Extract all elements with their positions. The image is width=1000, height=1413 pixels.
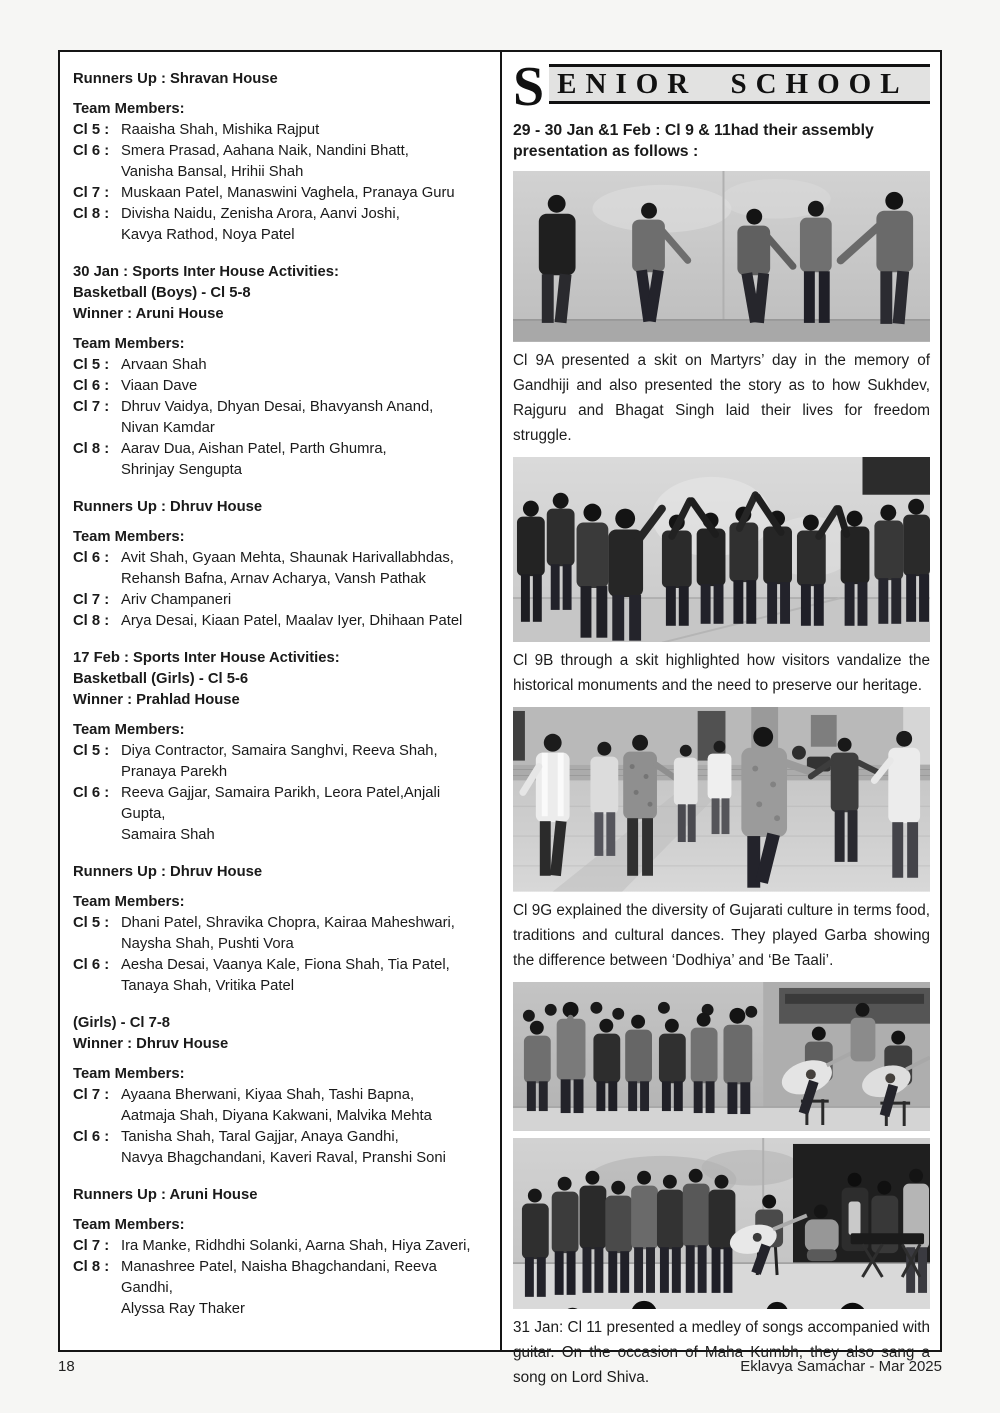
member-row [73, 1236, 487, 1257]
cl9b-caption: Cl 9B through a skit highlighted how visitors vandalize the historical monuments and the need to preserve our heritage. [513, 652, 930, 695]
class-label: Cl 7 : [73, 185, 110, 201]
member-row [73, 120, 487, 141]
team-members-label: Team Members: [73, 529, 185, 545]
member-names: Raaisha Shah, Mishika Rajput [121, 122, 320, 138]
member-names: Tanisha Shah, Taral Gajjar, Anaya Gandhi, [121, 1129, 399, 1145]
member-names: Dhruv Vaidya, Dhyan Desai, Bhavyansh Anand, [121, 399, 434, 415]
class-label: Cl 6 : [73, 957, 110, 973]
section-headings [73, 648, 487, 711]
team-members-label: Team Members: [73, 1066, 185, 1082]
member-names: Viaan Dave [121, 378, 198, 394]
section-heading: Winner : Prahlad House [73, 692, 240, 708]
member-names-continued: Nivan Kamdar [121, 420, 215, 436]
section-heading: 17 Feb : Sports Inter House Activities: [73, 650, 340, 666]
member-row [73, 141, 487, 183]
member-row [73, 183, 487, 204]
team-members-list [73, 548, 487, 632]
class-label: Cl 7 : [73, 1087, 110, 1103]
member-row [73, 590, 487, 611]
team-members-list [73, 120, 487, 246]
class-label: Cl 7 : [73, 592, 110, 608]
cl9g-caption: Cl 9G explained the diversity of Gujarati culture in terms food, traditions and cultural dances. They played Garba showing the difference between ‘Dodhiya’ and ‘Be Taali’. [513, 902, 930, 970]
member-row [73, 397, 487, 439]
class-label: Cl 7 : [73, 399, 110, 415]
team-members-label: Team Members: [73, 101, 185, 117]
newsletter-title: Eklavya Samachar - Mar 2025 [740, 1358, 942, 1375]
member-row [73, 955, 487, 997]
class-label: Cl 8 : [73, 206, 110, 222]
member-names: Reeva Gajjar, Samaira Parikh, Leora Patel,Anjali Gupta, [121, 785, 441, 822]
member-row [73, 741, 487, 783]
class-label: Cl 6 : [73, 1129, 110, 1145]
activity-section [73, 262, 487, 481]
team-members-list [73, 741, 487, 846]
member-row [73, 1085, 487, 1127]
team-members-label: Team Members: [73, 722, 185, 738]
member-names-continued: Navya Bhagchandani, Kaveri Raval, Pranshi Soni [121, 1150, 446, 1166]
section-headings [73, 1185, 487, 1206]
member-names: Aarav Dua, Aishan Patel, Parth Ghumra, [121, 441, 387, 457]
member-names-continued: Shrinjay Sengupta [121, 462, 242, 478]
team-members-list [73, 913, 487, 997]
member-row [73, 439, 487, 481]
activity-section [73, 497, 487, 632]
class-label: Cl 5 : [73, 122, 110, 138]
section-heading: Runners Up : Dhruv House [73, 499, 263, 515]
section-headings [73, 1013, 487, 1055]
team-members-list [73, 355, 487, 481]
cl9g-garba-dance-photo [513, 707, 930, 892]
section-headings [73, 262, 487, 325]
left-column [60, 52, 502, 1350]
cl9a-martyrs-day-skit-photo [513, 171, 930, 342]
team-members-list [73, 1236, 487, 1320]
section-heading: Runners Up : Shravan House [73, 71, 278, 87]
member-names: Diya Contractor, Samaira Sanghvi, Reeva Shah, [121, 743, 438, 759]
section-heading: Winner : Aruni House [73, 306, 224, 322]
cl11-choir-guitars-photo [513, 982, 930, 1131]
member-names: Ayaana Bherwani, Kiyaa Shah, Tashi Bapna, [121, 1087, 415, 1103]
activity-section [73, 862, 487, 997]
member-names-continued: Samaira Shah [121, 827, 215, 843]
member-row [73, 783, 487, 846]
team-members-label: Team Members: [73, 894, 185, 910]
member-row [73, 611, 487, 632]
section-headings [73, 69, 487, 90]
section-heading: Runners Up : Aruni House [73, 1187, 258, 1203]
class-label: Cl 6 : [73, 550, 110, 566]
team-members-label: Team Members: [73, 336, 185, 352]
member-row [73, 548, 487, 590]
member-names: Arya Desai, Kiaan Patel, Maalav Iyer, Dhihaan Patel [121, 613, 463, 629]
class-label: Cl 5 : [73, 915, 110, 931]
member-names-continued: Pranaya Parekh [121, 764, 228, 780]
member-names: Arvaan Shah [121, 357, 207, 373]
class-label: Cl 8 : [73, 613, 110, 629]
team-members-list [73, 1085, 487, 1169]
senior-school-banner [549, 64, 930, 104]
class-label: Cl 6 : [73, 378, 110, 394]
cl11-stage-medley-photo [513, 1138, 930, 1309]
member-names-continued: Alyssa Ray Thaker [121, 1301, 245, 1317]
class-label: Cl 7 : [73, 1238, 110, 1254]
cl9a-caption: Cl 9A presented a skit on Martyrs’ day in the memory of Gandhiji and also presented the story as to how Sukhdev, Rajguru and Bhagat Singh laid their lives for freedom struggle. [513, 351, 930, 444]
section-heading: 30 Jan : Sports Inter House Activities: [73, 264, 339, 280]
class-label: Cl 6 : [73, 143, 110, 159]
member-row [73, 1127, 487, 1169]
member-names: Smera Prasad, Aahana Naik, Nandini Bhatt, [121, 143, 409, 159]
senior-school-header [513, 56, 930, 118]
page-footer [58, 1358, 942, 1375]
member-names-continued: Tanaya Shah, Vritika Patel [121, 978, 295, 994]
senior-school-banner-text: ENIOR SCHOOL [557, 67, 909, 100]
assembly-intro-text: 29 - 30 Jan &1 Feb : Cl 9 & 11had their assembly presentation as follows : [513, 122, 874, 160]
member-row [73, 355, 487, 376]
section-heading: Basketball (Girls) - Cl 5-6 [73, 671, 249, 687]
activity-section [73, 1185, 487, 1320]
member-names: Avit Shah, Gyaan Mehta, Shaunak Harivallabhdas, [121, 550, 454, 566]
member-names-continued: Vanisha Bansal, Hrihii Shah [121, 164, 304, 180]
member-names-continued: Rehansh Bafna, Arnav Acharya, Vansh Pathak [121, 571, 426, 587]
member-names-continued: Kavya Rathod, Noya Patel [121, 227, 295, 243]
section-headings [73, 862, 487, 883]
member-names: Aesha Desai, Vaanya Kale, Fiona Shah, Tia Patel, [121, 957, 450, 973]
member-names: Muskaan Patel, Manaswini Vaghela, Pranaya Guru [121, 185, 455, 201]
member-row [73, 204, 487, 246]
section-headings [73, 497, 487, 518]
member-row [73, 913, 487, 955]
drop-cap-initial: S [513, 56, 545, 118]
class-label: Cl 5 : [73, 357, 110, 373]
member-names: Divisha Naidu, Zenisha Arora, Aanvi Joshi, [121, 206, 400, 222]
member-names-continued: Aatmaja Shah, Diyana Kakwani, Malvika Mehta [121, 1108, 432, 1124]
member-names: Manashree Patel, Naisha Bhagchandani, Reeva Gandhi, [121, 1259, 437, 1296]
class-label: Cl 8 : [73, 1259, 110, 1275]
member-row [73, 1257, 487, 1320]
class-label: Cl 8 : [73, 441, 110, 457]
member-names: Dhani Patel, Shravika Chopra, Kairaa Maheshwari, [121, 915, 455, 931]
member-row [73, 376, 487, 397]
member-names-continued: Naysha Shah, Pushti Vora [121, 936, 294, 952]
cl9b-heritage-skit-photo [513, 457, 930, 643]
activity-section [73, 69, 487, 246]
section-heading: (Girls) - Cl 7-8 [73, 1015, 171, 1031]
class-label: Cl 5 : [73, 743, 110, 759]
page-number: 18 [58, 1358, 75, 1375]
section-heading: Basketball (Boys) - Cl 5-8 [73, 285, 251, 301]
member-names: Ariv Champaneri [121, 592, 232, 608]
section-heading: Winner : Dhruv House [73, 1036, 229, 1052]
section-heading: Runners Up : Dhruv House [73, 864, 263, 880]
cl11-caption: 31 Jan: Cl 11 presented a medley of songs accompanied with guitar. On the occasion of Maha Kumbh, they also sang a song on Lord Shiva. [513, 1318, 930, 1386]
team-members-label: Team Members: [73, 1217, 185, 1233]
activity-section [73, 1013, 487, 1169]
class-label: Cl 6 : [73, 785, 110, 801]
activity-section [73, 648, 487, 846]
member-names: Ira Manke, Ridhdhi Solanki, Aarna Shah, Hiya Zaveri, [121, 1238, 471, 1254]
